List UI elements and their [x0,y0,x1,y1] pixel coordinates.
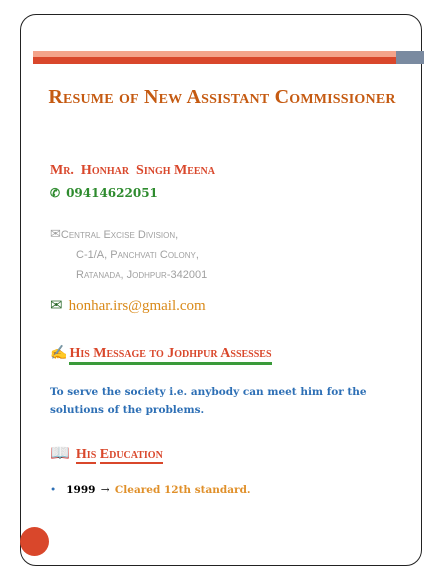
corner-circle [20,527,49,556]
phone-number: 09414622051 [66,186,158,200]
writing-hand-icon: ✍ [50,346,68,361]
education-detail: Cleared 12th standard. [114,484,251,496]
education-heading [50,443,163,463]
phone-line [50,186,158,200]
message-heading-text: His Message to Jodhpur Assesses [69,346,271,365]
education-heading-his: His [75,447,97,462]
arrow-right-icon: → [97,484,113,496]
resume-title: Resume of New Assistant Commissioner [48,86,396,108]
education-year: 1999 [66,484,96,496]
address-line-3: Ratanada, Jodhpur-342001 [76,269,208,281]
address-line-2: C-1/A, Panchvati Colony, [76,249,199,261]
email-address[interactable]: honhar.irs@gmail.com [68,298,206,314]
address-line-1: Central Excise Division, [60,229,179,241]
envelope-pen-icon: ✉ [50,226,61,241]
header-band-edge [396,51,424,64]
phone-icon: ✆ [50,186,61,200]
person-name: Mr. Honhar Singh Meena [50,163,215,178]
bullet-icon: • [50,484,57,496]
mail-icon: ✉ [50,298,63,314]
email-line [50,296,206,315]
message-heading [50,345,272,362]
education-heading-rest: Education [99,447,163,462]
address-block [50,224,207,285]
open-book-icon: 📖 [50,445,70,462]
list-item [50,484,251,496]
education-list [50,484,251,496]
header-band-dark [33,57,424,64]
message-text: To serve the society i.e. anybody can meet him for the solutions of the problems. [50,386,367,416]
